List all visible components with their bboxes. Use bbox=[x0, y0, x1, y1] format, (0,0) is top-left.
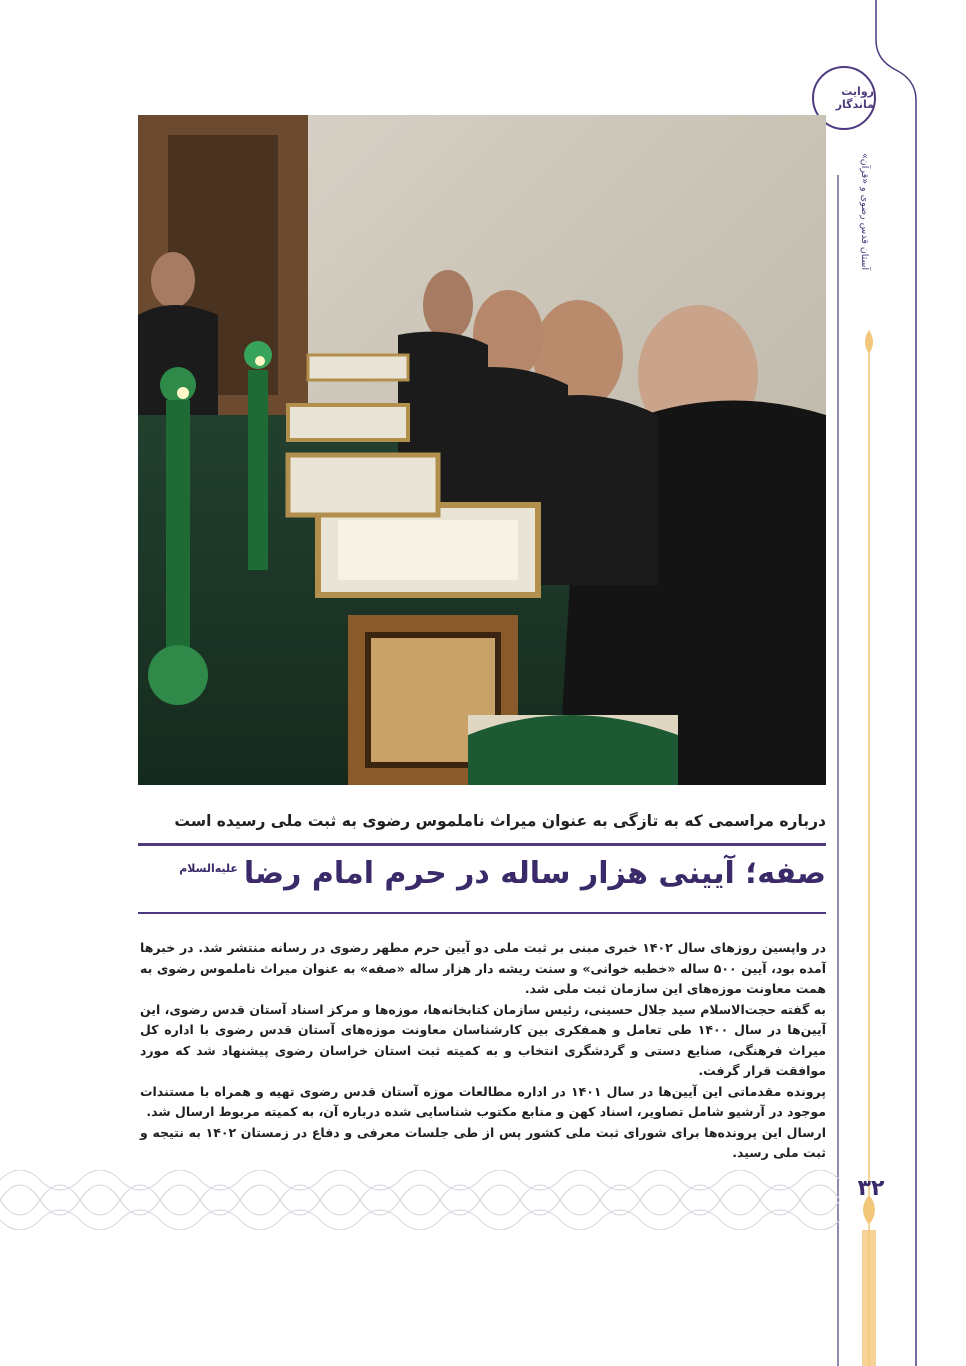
paragraph: پرونده مقدماتی این آیین‌ها در سال ۱۴۰۱ در اداره مطالعات موزه آستان قدس رضوی تهیه و همراه با مستندات موجود در آرشیو شامل تصاویر، اسناد کهن و منابع مکتوب شناسایی شده درباره آن، به کمیته مربوط ارسال شد. bbox=[140, 1083, 826, 1119]
article-title-text: صفه؛ آیینی هزار ساله در حرم امام رضا bbox=[243, 856, 826, 891]
title-rule-top bbox=[138, 843, 826, 846]
article-title bbox=[140, 856, 826, 891]
article-body bbox=[140, 938, 826, 1164]
paragraph: به گفته حجت‌الاسلام سید جلال حسینی، رئیس سازمان کتابخانه‌ها، موزه‌ها و مرکز اسناد آستان قدس رضوی، این آیین‌ها در سال ۱۴۰۰ طی تعامل و همفکری بین کارشناسان معاونت موزه‌های آستان قدس رضوی با اداره کل میراث فرهنگی، صنایع دستی و گردشگری انتخاب و به کمیته ثبت استان خراسان رضوی پیشنهاد شد که مورد موافقت قرار گرفت. bbox=[140, 1001, 826, 1078]
side-caption: آستان قدس رضوی و «قرآن» bbox=[859, 152, 870, 270]
decorative-pattern bbox=[0, 1170, 840, 1230]
brand-logo-text: روایت ماندگار bbox=[835, 85, 874, 111]
article-photo bbox=[138, 115, 826, 785]
article-subtitle: درباره مراسمی که به تازگی به عنوان میراث ناملموس رضوی به ثبت ملی رسیده است bbox=[174, 812, 826, 830]
page-number: ۳۲ bbox=[857, 1176, 885, 1201]
title-rule-bottom bbox=[138, 912, 826, 914]
paragraph: ارسال این پرونده‌ها برای شورای ثبت ملی کشور پس از طی جلسات معرفی و دفاع در زمستان ۱۴۰۲ به نتیجه و ثبت ملی رسید. bbox=[140, 1124, 826, 1160]
honorific-glyph: علیه‌السلام bbox=[179, 862, 238, 875]
paragraph: در واپسین روزهای سال ۱۴۰۲ خبری مبنی بر ثبت ملی دو آیین حرم مطهر رضوی در رسانه منتشر شد. در خبرها آمده بود، آیین ۵۰۰ ساله «خطبه خوانی» و سنت ریشه دار هزار ساله «صفه» به عنوان میراث ناملموس رضوی به همت معاونت موزه‌های این سازمان ثبت ملی شد. bbox=[140, 940, 826, 996]
